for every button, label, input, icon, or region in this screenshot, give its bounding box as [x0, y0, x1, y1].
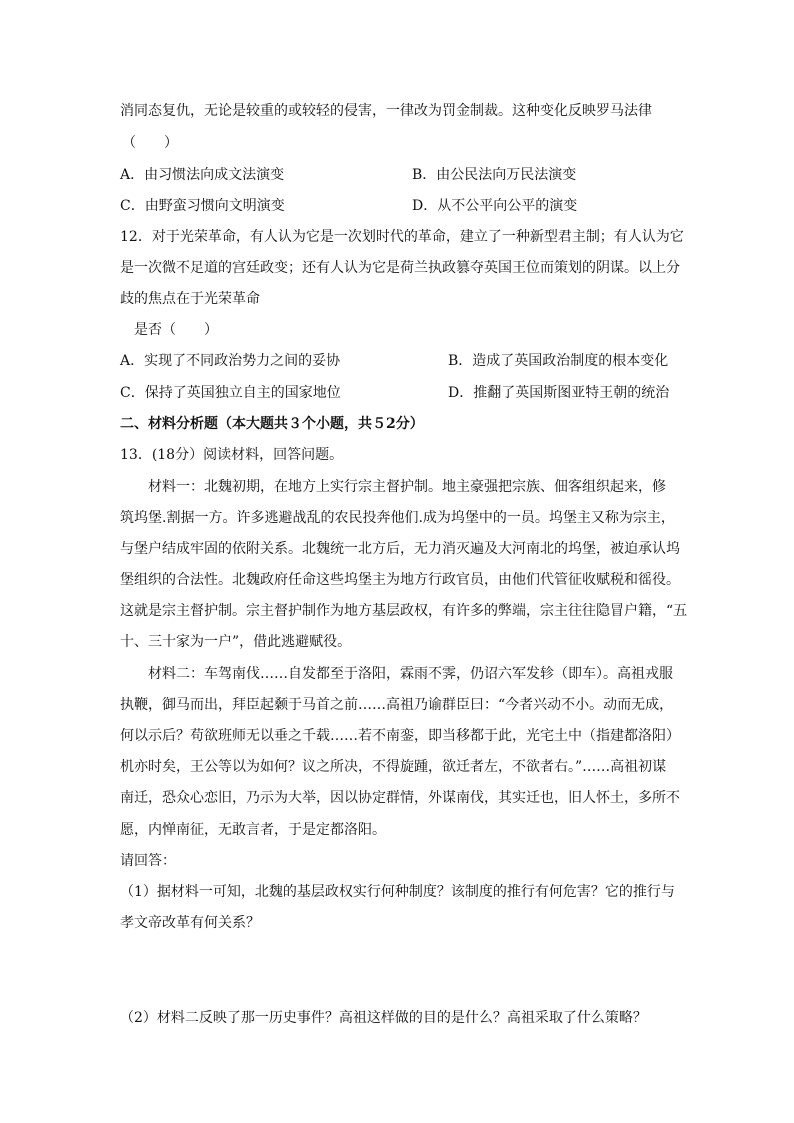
q11-stem-tail: 消同态复仇，无论是较重的或较轻的侵害，一律改为罚金制裁。这种变化反映罗马法律 [120, 103, 652, 119]
q12-option-c: C．保持了英国独立自主的国家地位 [120, 385, 341, 401]
q13-sub-question-2: （2）材料二反映了那一历史事件？高祖这样做的目的是什么？高祖采取了什么策略？ [120, 1010, 647, 1026]
q13-intro: 13．(18分）阅读材料，回答问题。 [120, 447, 344, 463]
material-1-line: 堡组织的合法性。北魏政府任命这些坞堡主为地方行政官员，由他们代管征收赋税和徭役。 [120, 572, 680, 588]
material-2-line: 执鞭，御马而出，拜臣起颡于马首之前……高祖乃谕群臣曰：“今者兴动不小。动而无成， [120, 697, 674, 713]
q12-stem-line-4: 是否（ ） [134, 322, 218, 338]
q12-option-b: B．造成了英国政治制度的根本变化 [448, 353, 669, 369]
q11-answer-blank: （ ） [122, 135, 178, 151]
q12-option-d: D．推翻了英国斯图亚特王朝的统治 [448, 385, 670, 401]
q12-option-a: A．实现了不同政治势力之间的妥协 [120, 353, 341, 369]
q12-stem-line-1: 12．对于光荣革命，有人认为它是一次划时代的革命，建立了一种新型君主制；有人认为它 [120, 229, 684, 245]
q12-stem-line-3: 歧的焦点在于光荣革命 [120, 291, 260, 307]
q13-sub-question-1-line-2: 孝文帝改革有何关系？ [120, 915, 260, 931]
material-2-line: 南迁，恐众心恋旧，乃示为大举，因以协定群情，外谋南伐，其实迁也，旧人怀土，多所不 [120, 790, 680, 806]
q11-option-a: A．由习惯法向成文法演变 [120, 167, 285, 183]
material-2-line: 愿，内惮南征，无敢言者，于是定都洛阳。 [120, 822, 386, 838]
section-2-heading: 二、材料分析题（本大题共３个小题，共５2分） [120, 416, 424, 432]
material-2-line: 何以示后？苟欲班师无以垂之千载……若不南銮，即当移都于此，光宅土中（指建都洛阳） [120, 728, 680, 744]
q11-option-d: D．从不公平向公平的演变 [412, 198, 578, 214]
q11-option-c: C．由野蛮习惯向文明演变 [120, 198, 285, 214]
material-1-line: 这就是宗主督护制。宗主督护制作为地方基层政权，有许多的弊端，宗主往往隐冒户籍，“五 [120, 603, 688, 619]
material-2-line: 材料二：车驾南伐……自发都至于洛阳，霖雨不霁，仍诏六军发轸（即车）。高祖戎服 [148, 666, 673, 682]
material-1-line: 与堡户结成牢固的依附关系。北魏统一北方后，无力消灭遍及大河南北的坞堡，被迫承认坞 [120, 541, 680, 557]
q12-stem-line-2: 是一次微不足道的宫廷政变；还有人认为它是荷兰执政篡夺英国王位而策划的阴谋。以上分 [120, 260, 680, 276]
material-1-line: 十、三十家为一户”，借此逃避赋役。 [120, 634, 352, 650]
q11-option-b: B．由公民法向万民法演变 [412, 167, 577, 183]
q13-prompt: 请回答： [120, 853, 176, 869]
material-1-line: 材料一：北魏初期，在地方上实行宗主督护制。地主豪强把宗族、佃客组织起来，修 [148, 479, 666, 495]
material-2-line: 机亦时矣，王公等以为如何？议之所决，不得旋踵，欲迁者左，不欲者右。”……高祖初谋 [120, 759, 667, 775]
material-1-line: 筑坞堡.割据一方。许多逃避战乱的农民投奔他们.成为坞堡中的一员。坞堡主又称为宗主， [120, 510, 675, 526]
q13-sub-question-1-line-1: （1）据材料一可知，北魏的基层政权实行何种制度？该制度的推行有何危害？它的推行与 [120, 884, 675, 900]
